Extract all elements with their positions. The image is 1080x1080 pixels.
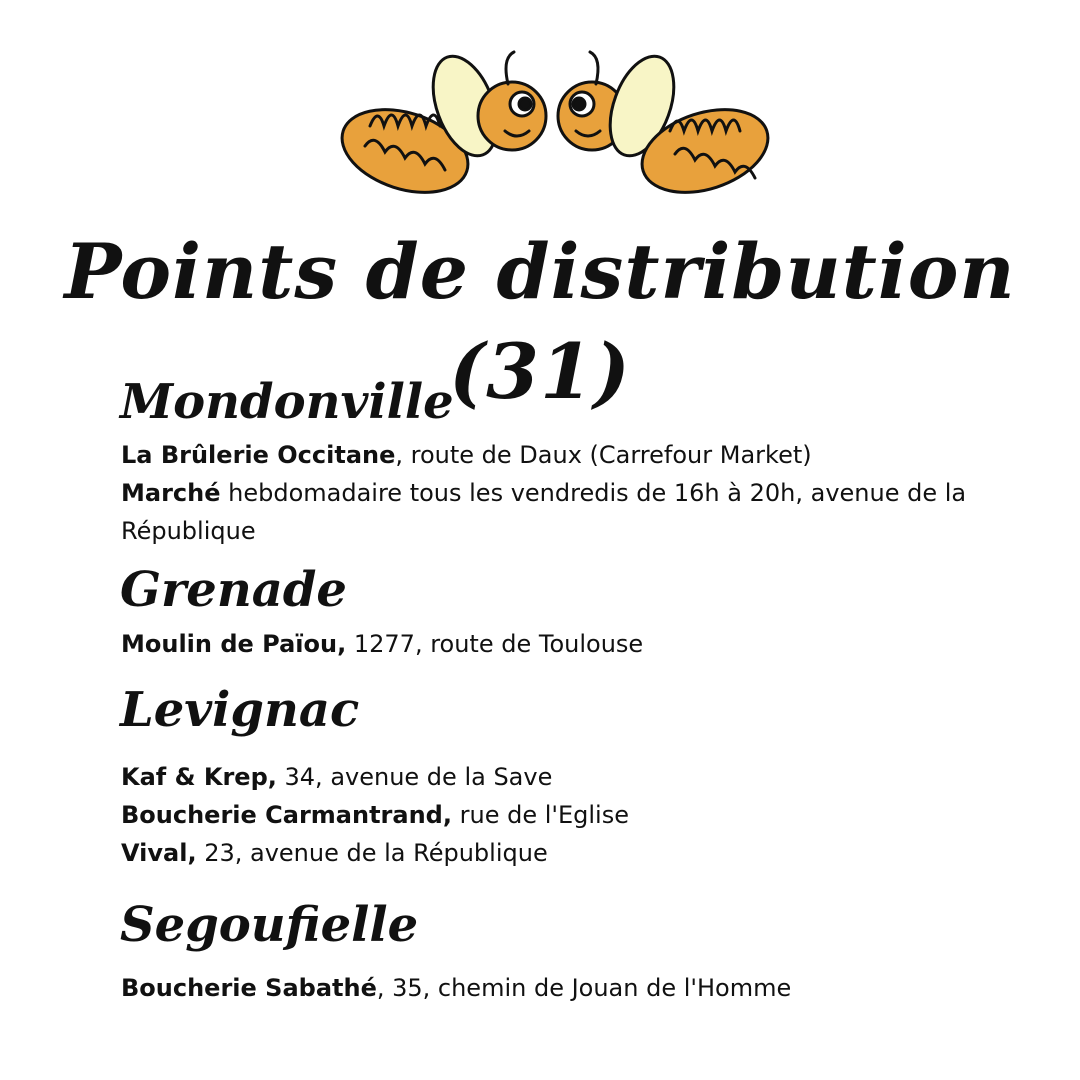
list-item — [121, 625, 1001, 663]
town-heading-segoufielle: Segoufielle — [120, 897, 419, 953]
town-heading-levignac: Levignac — [120, 682, 360, 738]
list-item — [121, 969, 1001, 1007]
entries-segoufielle — [121, 969, 1001, 1007]
shop-name: Marché — [121, 479, 221, 507]
list-item — [121, 834, 1001, 872]
shop-name: Vival, — [121, 839, 197, 867]
shop-detail: 1277, route de Toulouse — [346, 630, 644, 658]
list-item — [121, 436, 1001, 474]
list-item — [121, 796, 1001, 834]
shop-detail: 34, avenue de la Save — [276, 763, 553, 791]
bees-icon — [330, 36, 780, 211]
town-heading-grenade: Grenade — [120, 562, 347, 618]
list-item — [121, 758, 1001, 796]
entries-mondonville — [121, 436, 1001, 550]
shop-name: Kaf & Krep, — [121, 763, 277, 791]
shop-name: Boucherie Sabathé — [121, 974, 377, 1002]
shop-detail: hebdomadaire tous les vendredis de 16h à 20h, avenue de la République — [121, 479, 967, 545]
shop-detail: , 35, chemin de Jouan de l'Homme — [376, 974, 792, 1002]
entries-levignac — [121, 758, 1001, 872]
shop-detail: , route de Daux (Carrefour Market) — [395, 441, 812, 469]
shop-name: Moulin de Païou, — [121, 630, 347, 658]
entries-grenade — [121, 625, 1001, 663]
town-heading-mondonville: Mondonville — [120, 374, 454, 430]
shop-detail: rue de l'Eglise — [451, 801, 629, 829]
list-item — [121, 474, 1001, 550]
shop-name: La Brûlerie Occitane — [121, 441, 396, 469]
page-title: Points de distribution (31) — [64, 227, 1016, 416]
shop-name: Boucherie Carmantrand, — [121, 801, 452, 829]
shop-detail: 23, avenue de la République — [196, 839, 548, 867]
